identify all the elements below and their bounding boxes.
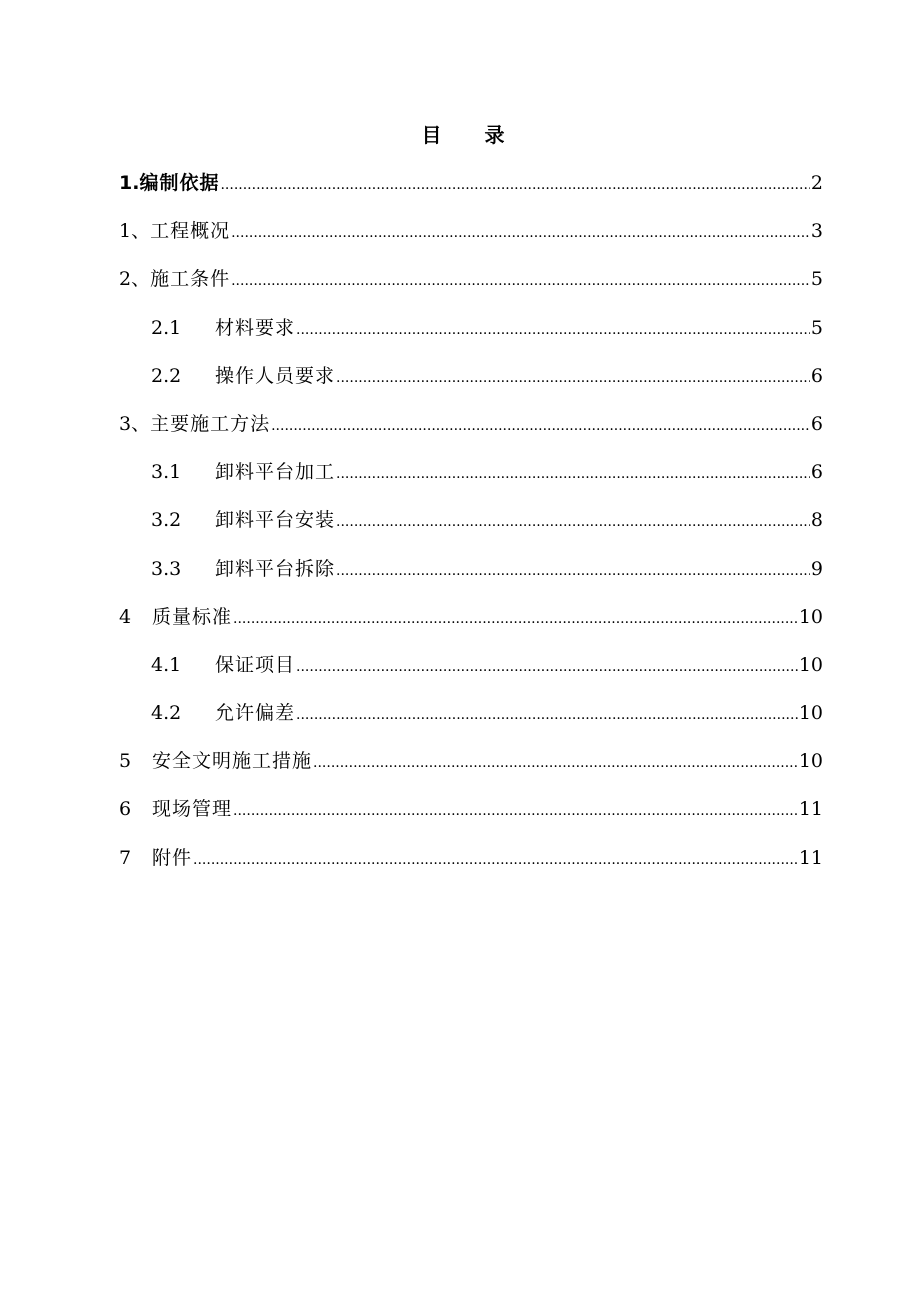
dot-leader [296,650,798,684]
toc-entry-page: 10 [798,702,823,725]
toc-entry-label: 操作人员要求 [215,364,336,387]
toc-entry[interactable] [119,600,823,648]
toc-entry-number: 7 [119,846,132,869]
toc-entry-number: 3.3 [151,557,182,580]
dot-leader [233,794,798,828]
toc-entry-label: 允许偏差 [215,702,296,725]
toc-entry-label: 卸料平台拆除 [215,557,336,580]
toc-entry[interactable] [119,552,823,600]
toc-entry-number: 5 [119,750,132,773]
toc-entry-label: 工程概况 [150,220,231,243]
toc-entry-label: 附件 [152,846,193,869]
toc-entry-label: 卸料平台安装 [215,509,336,532]
toc-entry-number: 2.1 [151,316,182,339]
dot-leader [271,409,810,443]
dot-leader [336,361,810,395]
toc-entry-page: 6 [810,461,823,484]
toc-entry-page: 10 [798,750,823,773]
toc-entry[interactable] [119,262,823,310]
toc-entry[interactable] [119,166,823,214]
dot-leader [233,602,798,636]
dot-leader [296,313,810,347]
toc-entry[interactable] [119,455,823,503]
toc-title: 目 录 [421,123,523,147]
toc-entry-number: 1. [119,172,140,194]
toc-entry-number: 4.1 [151,653,182,676]
dot-leader [336,554,810,588]
toc-entry-page: 6 [810,412,823,435]
toc-entry-label: 施工条件 [150,268,231,291]
toc-entry[interactable] [119,648,823,696]
toc-entry-page: 10 [798,653,823,676]
dot-leader [231,216,810,250]
toc-list [119,166,823,889]
toc-entry-label: 卸料平台加工 [215,461,336,484]
toc-entry[interactable] [119,503,823,551]
toc-entry-label: 材料要求 [215,316,296,339]
toc-entry[interactable] [119,744,823,792]
toc-entry-number: 1、 [119,220,151,243]
toc-entry-page: 5 [810,316,823,339]
toc-entry-page: 3 [810,220,823,243]
toc-entry[interactable] [119,311,823,359]
toc-entry-page: 5 [810,268,823,291]
toc-entry[interactable] [119,214,823,262]
toc-entry-page: 10 [798,605,823,628]
toc-entry[interactable] [119,841,823,889]
toc-entry-label: 安全文明施工措施 [152,750,313,773]
toc-entry[interactable] [119,696,823,744]
toc-entry-page: 6 [810,364,823,387]
toc-entry-label: 现场管理 [152,798,233,821]
toc-entry-page: 11 [798,798,823,821]
toc-entry-number: 3.2 [151,509,182,532]
toc-entry-label: 主要施工方法 [150,412,271,435]
toc-entry-number: 3.1 [151,461,182,484]
dot-leader [336,457,810,491]
toc-entry-page: 2 [810,172,823,194]
toc-entry-number: 3、 [119,412,151,435]
toc-entry-page: 9 [810,557,823,580]
dot-leader [296,698,798,732]
toc-entry-number: 4.2 [151,702,182,725]
dot-leader [193,843,798,877]
dot-leader [336,505,810,539]
toc-entry-label: 质量标准 [152,605,233,628]
toc-entry-page: 11 [798,846,823,869]
toc-entry[interactable] [119,407,823,455]
toc-entry-label: 编制依据 [139,172,220,194]
dot-leader [220,168,809,202]
toc-entry-label: 保证项目 [215,653,296,676]
toc-entry-number: 2.2 [151,364,182,387]
toc-entry-number: 2、 [119,268,151,291]
toc-entry[interactable] [119,792,823,840]
toc-entry[interactable] [119,359,823,407]
dot-leader [231,264,810,298]
toc-entry-number: 4 [119,605,132,628]
toc-entry-number: 6 [119,798,132,821]
dot-leader [313,746,798,780]
toc-entry-page: 8 [810,509,823,532]
